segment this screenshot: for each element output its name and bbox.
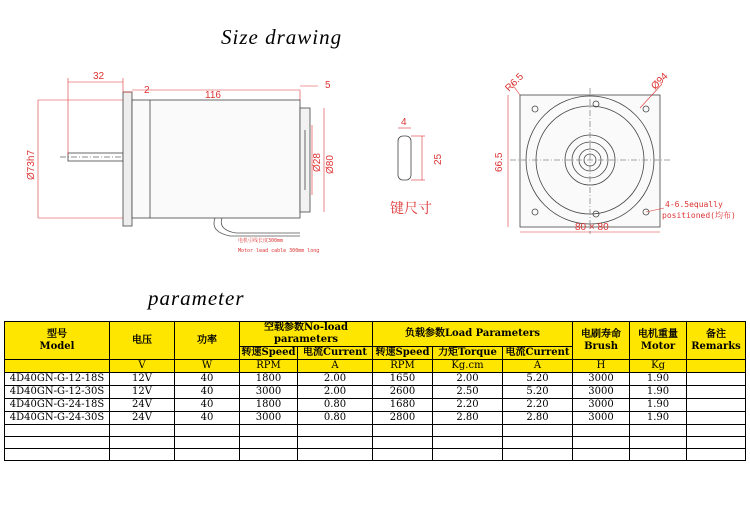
cell-noload-speed: 1800 — [240, 399, 298, 412]
cell-voltage: 12V — [110, 386, 175, 399]
cell-noload-current: 2.00 — [298, 386, 373, 399]
noload-current-header: 电流Current — [298, 347, 373, 360]
cell-noload-current: 2.00 — [298, 373, 373, 386]
cell-brush: 3000 — [573, 386, 630, 399]
cable-note-en: Motor lead cable 300mm long — [238, 248, 320, 254]
dim-r65: R6.5 — [503, 71, 527, 95]
dim-2: 2 — [144, 85, 150, 96]
hole-note-2: positioned(均布) — [662, 211, 736, 220]
parameter-table — [4, 321, 746, 461]
cell-load-current: 5.20 — [503, 373, 573, 386]
col-voltage-header: 电压 — [110, 322, 175, 360]
size-drawing-title: Size drawing — [221, 25, 343, 49]
cable-note-cn: 电机引线长度300mm — [238, 238, 284, 244]
col-load-header: 负载参数Load Parameters — [373, 322, 573, 347]
table-header-row-1 — [5, 322, 746, 347]
col-power-header: 功率 — [175, 322, 240, 360]
cell-load-speed: 2600 — [373, 386, 433, 399]
cell-model: 4D40GN-G-12-30S — [5, 386, 110, 399]
cell-model: 4D40GN-G-24-30S — [5, 412, 110, 425]
cell-remarks — [687, 399, 746, 412]
dim-80x80: 80 × 80 — [575, 222, 609, 233]
col-remarks-header: 备注 Remarks — [687, 322, 746, 360]
unit-cell: H — [573, 360, 630, 373]
key-drawing — [398, 136, 411, 180]
cell-load-speed: 1680 — [373, 399, 433, 412]
dim-80: Ø80 — [325, 155, 336, 174]
key-width: 4 — [401, 117, 407, 128]
unit-cell: V — [110, 360, 175, 373]
cell-weight: 1.90 — [630, 412, 687, 425]
noload-speed-header: 转速Speed — [240, 347, 298, 360]
load-speed-header: 转速Speed — [373, 347, 433, 360]
cell-weight: 1.90 — [630, 399, 687, 412]
cell-weight: 1.90 — [630, 373, 687, 386]
unit-cell: A — [298, 360, 373, 373]
dim-116: 116 — [205, 90, 221, 101]
dim-5: 5 — [325, 80, 331, 91]
dim-shaft-diameter: Ø73h7 — [26, 149, 37, 180]
key-height: 25 — [433, 153, 444, 165]
dim-28: Ø28 — [312, 153, 323, 172]
dim-32: 32 — [93, 71, 105, 82]
cell-brush: 3000 — [573, 399, 630, 412]
cell-load-speed: 2800 — [373, 412, 433, 425]
cell-voltage: 24V — [110, 399, 175, 412]
table-row — [5, 373, 746, 386]
table-empty-row — [5, 437, 746, 449]
col-noload-header: 空载参数No-load parameters — [240, 322, 373, 347]
cell-power: 40 — [175, 399, 240, 412]
table-row — [5, 386, 746, 399]
cell-noload-speed: 1800 — [240, 373, 298, 386]
cell-noload-speed: 3000 — [240, 412, 298, 425]
cell-brush: 3000 — [573, 373, 630, 386]
cell-noload-speed: 3000 — [240, 386, 298, 399]
parameter-title: parameter — [148, 286, 245, 310]
col-weight-header: 电机重量 Motor — [630, 322, 687, 360]
cell-load-torque: 2.00 — [433, 373, 503, 386]
load-torque-header: 力矩Torque — [433, 347, 503, 360]
col-model-header: 型号 Model — [5, 322, 110, 360]
cell-load-torque: 2.50 — [433, 386, 503, 399]
unit-cell: RPM — [373, 360, 433, 373]
cell-model: 4D40GN-G-24-18S — [5, 399, 110, 412]
size-drawing — [0, 50, 750, 270]
cell-remarks — [687, 386, 746, 399]
table-units-row — [5, 360, 746, 373]
hole-note-1: 4-6.5equally — [665, 200, 723, 209]
cell-load-speed: 1650 — [373, 373, 433, 386]
cell-model: 4D40GN-G-12-18S — [5, 373, 110, 386]
table-empty-row — [5, 425, 746, 437]
unit-cell: Kg.cm — [433, 360, 503, 373]
unit-cell: W — [175, 360, 240, 373]
unit-cell: RPM — [240, 360, 298, 373]
cell-noload-current: 0.80 — [298, 412, 373, 425]
cell-load-torque: 2.20 — [433, 399, 503, 412]
motor-front-view — [510, 88, 672, 234]
table-row — [5, 399, 746, 412]
cell-remarks — [687, 373, 746, 386]
unit-cell: A — [503, 360, 573, 373]
cell-power: 40 — [175, 412, 240, 425]
cell-weight: 1.90 — [630, 386, 687, 399]
motor-side-view — [60, 92, 310, 236]
cell-power: 40 — [175, 373, 240, 386]
table-row — [5, 412, 746, 425]
dim-66-5: 66.5 — [494, 152, 505, 172]
cell-load-torque: 2.80 — [433, 412, 503, 425]
dim-94: Ø94 — [649, 70, 671, 93]
cell-load-current: 2.20 — [503, 399, 573, 412]
cell-power: 40 — [175, 386, 240, 399]
unit-cell: Kg — [630, 360, 687, 373]
cell-voltage: 12V — [110, 373, 175, 386]
col-brush-header: 电刷寿命 Brush — [573, 322, 630, 360]
table-empty-row — [5, 449, 746, 461]
cell-voltage: 24V — [110, 412, 175, 425]
cell-load-current: 2.80 — [503, 412, 573, 425]
cell-remarks — [687, 412, 746, 425]
cell-brush: 3000 — [573, 412, 630, 425]
cell-noload-current: 0.80 — [298, 399, 373, 412]
cell-load-current: 5.20 — [503, 386, 573, 399]
load-current-header: 电流Current — [503, 347, 573, 360]
key-size-label: 键尺寸 — [390, 201, 432, 217]
